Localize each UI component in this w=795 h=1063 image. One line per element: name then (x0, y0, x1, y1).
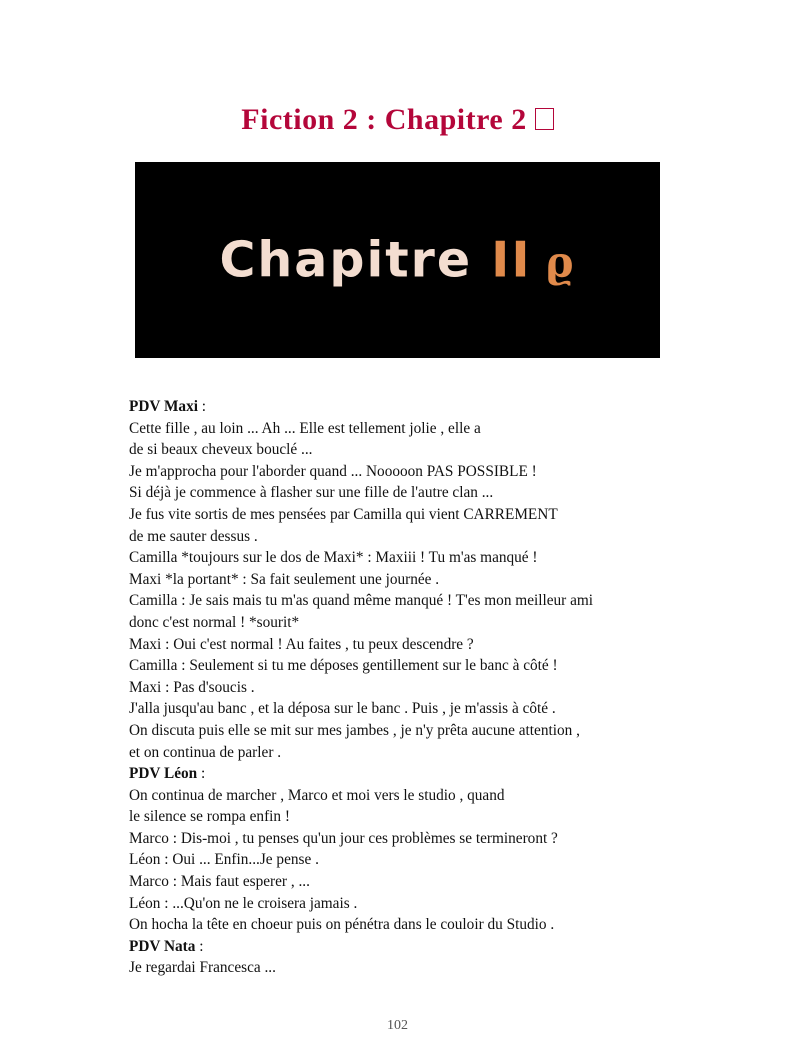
story-line: On hocha la tête en choeur puis on pénétra dans le couloir du Studio . (129, 916, 555, 934)
story-line: Léon : ...Qu'on ne le croisera jamais . (129, 894, 358, 912)
story-line: J'alla jusqu'au banc , et la déposa sur le banc . Puis , je m'assis à côté . (129, 700, 556, 718)
story-line: Camilla : Je sais mais tu m'as quand même manqué ! T'es mon meilleur ami (129, 592, 594, 610)
story-line: On discuta puis elle se mit sur mes jambes , je n'y prêta aucune attention , (129, 721, 580, 739)
story-line: Je regardai Francesca ... (129, 959, 276, 977)
story-line: Camilla : Seulement si tu me déposes gentillement sur le banc à côté ! (129, 657, 558, 675)
page-number: 102 (387, 1018, 408, 1033)
story-line: donc c'est normal ! *sourit* (129, 613, 300, 631)
banner-word-chapitre: Chapitre (219, 231, 473, 289)
chapter-banner-image (135, 162, 660, 358)
section-heading-maxi (129, 396, 663, 418)
story-body (129, 396, 663, 979)
story-line: On continua de marcher , Marco et moi vers le studio , quand (129, 786, 505, 804)
story-line: Cette fille , au loin ... Ah ... Elle est tellement jolie , elle a (129, 419, 481, 437)
story-line: Je m'approcha pour l'aborder quand ... Nooooon PAS POSSIBLE ! (129, 462, 537, 480)
story-line: et on continua de parler . (129, 743, 282, 761)
story-line: de me sauter dessus . (129, 527, 258, 545)
story-line: Si déjà je commence à flasher sur une fille de l'autre clan ... (129, 484, 494, 502)
banner-swirl-icon: ϱ (545, 237, 576, 287)
heading-colon: : (197, 398, 207, 415)
story-line: Maxi : Oui c'est normal ! Au faites , tu peux descendre ? (129, 635, 474, 653)
heading-label: PDV Nata (129, 937, 196, 955)
section-heading-leon (129, 763, 663, 785)
story-line: Maxi : Pas d'soucis . (129, 678, 255, 696)
banner-text (135, 232, 660, 289)
story-line: Léon : Oui ... Enfin...Je pense . (129, 851, 319, 869)
page-title (0, 103, 795, 137)
page-title-text: Fiction 2 : Chapitre 2 (241, 103, 527, 136)
heading-colon: : (197, 765, 206, 783)
missing-glyph-icon (535, 108, 554, 130)
section-heading-nata (129, 936, 663, 958)
story-line: Maxi *la portant* : Sa fait seulement une journée . (129, 570, 440, 588)
story-line: le silence se rompa enfin ! (129, 808, 290, 826)
heading-label: PDV Maxi (129, 398, 198, 415)
story-line: Marco : Mais faut esperer , ... (129, 873, 310, 891)
story-line: Je fus vite sortis de mes pensées par Camilla qui vient CARREMENT (129, 505, 558, 523)
story-line: Camilla *toujours sur le dos de Maxi* : Maxiii ! Tu m'as manqué ! (129, 549, 538, 567)
banner-word-number: II (491, 231, 532, 289)
story-line: de si beaux cheveux bouclé ... (129, 441, 313, 459)
heading-label: PDV Léon (129, 765, 198, 783)
story-line: Marco : Dis-moi , tu penses qu'un jour ces problèmes se termineront ? (129, 829, 558, 847)
heading-colon: : (195, 937, 204, 955)
